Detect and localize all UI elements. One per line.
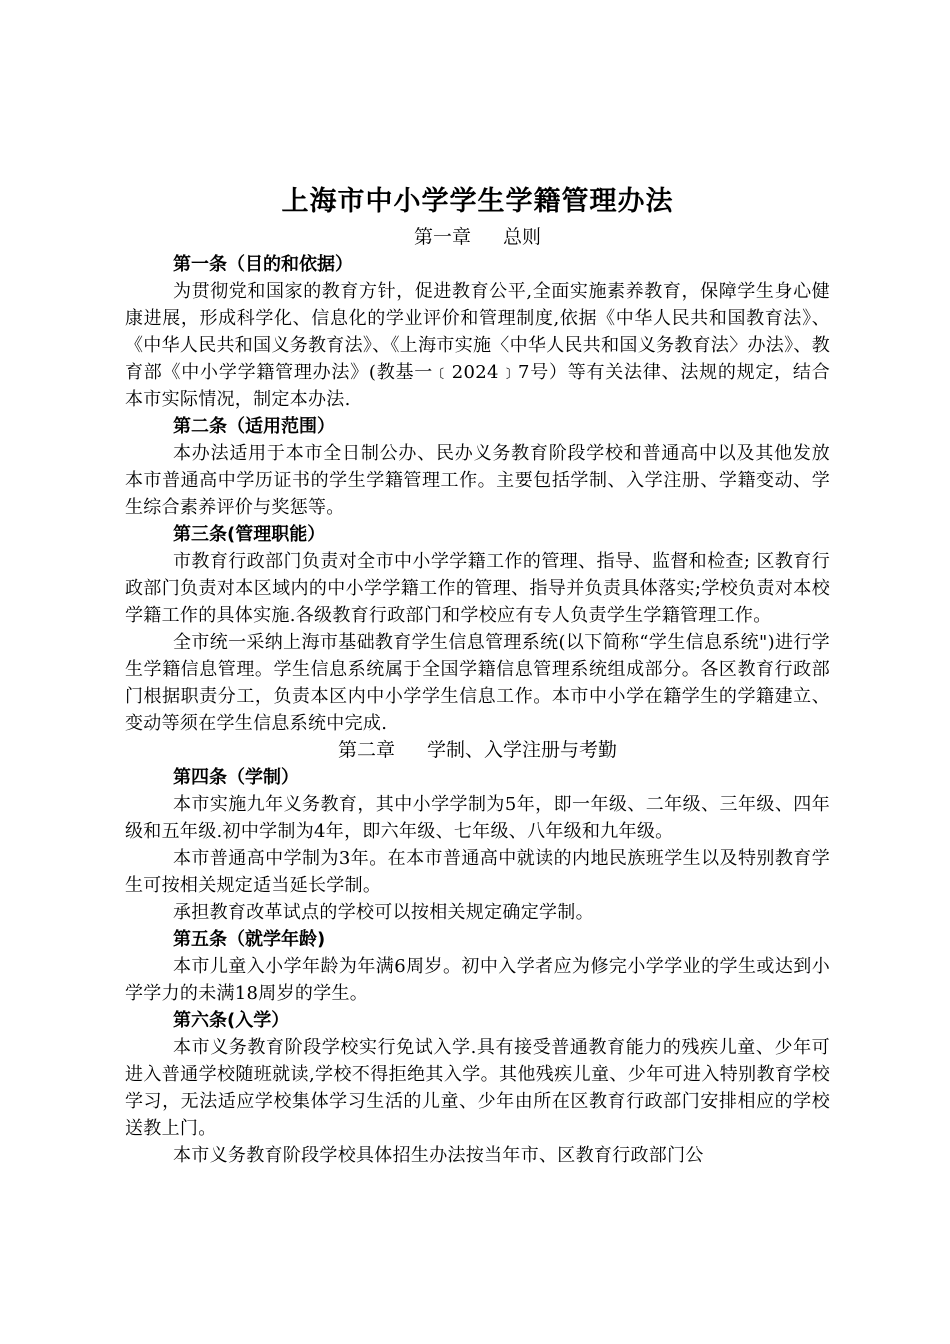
article-6-paragraph-1: 本市义务教育阶段学校实行免试入学.具有接受普通教育能力的残疾儿童、少年可进入普通学校随班就读,学校不得拒绝其入学。其他残疾儿童、少年可进入特别教育学校学习，无法适应学校集体学习生活的儿童、少年由所在区教育行政部门安排相应的学校送教上门。 <box>125 1037 830 1139</box>
article-1-paragraph-1: 为贯彻党和国家的教育方针，促进教育公平,全面实施素养教育，保障学生身心健康进展，形成科学化、信息化的学业评价和管理制度,依据《中华人民共和国教育法》、《中华人民共和国义务教育法》、《上海市实施〈中华人民共和国义务教育法〉办法》、教育部《中小学学籍管理办法》(教基一﹝2024﹞7号）等有关法律、法规的规定，结合本市实际情况，制定本办法. <box>125 281 830 410</box>
chapter-name: 总则 <box>503 226 542 248</box>
article-5-paragraph-1: 本市儿童入小学年龄为年满6周岁。初中入学者应为修完小学学业的学生或达到小学学力的未满18周岁的学生。 <box>125 956 830 1004</box>
article-heading-5: 第五条（就学年龄) <box>173 929 326 950</box>
chapter-heading-2 <box>125 737 830 764</box>
chapter-number: 第一章 <box>413 226 471 248</box>
article-heading-6: 第六条(入学） <box>173 1010 290 1031</box>
article-heading-3: 第三条(管理职能） <box>173 524 326 545</box>
article-2-paragraph-1: 本办法适用于本市全日制公办、民办义务教育阶段学校和普通高中以及其他发放本市普通高中学历证书的学生学籍管理工作。主要包括学制、入学注册、学籍变动、学生综合素养评价与奖惩等。 <box>125 443 830 518</box>
article-4-paragraph-2: 本市普通高中学制为3年。在本市普通高中就读的内地民族班学生以及特别教育学生可按相关规定适当延长学制。 <box>125 848 830 896</box>
article-heading-1: 第一条（目的和依据） <box>173 254 353 275</box>
article-heading-2: 第二条（适用范围） <box>173 416 335 437</box>
chapter-heading-1 <box>125 224 830 251</box>
chapter-number: 第二章 <box>337 739 395 761</box>
chapter-name: 学制、入学注册与考勤 <box>427 739 618 761</box>
article-6-paragraph-2: 本市义务教育阶段学校具体招生办法按当年市、区教育行政部门公 <box>173 1145 704 1166</box>
article-4-paragraph-3: 承担教育改革试点的学校可以按相关规定确定学制。 <box>173 902 594 923</box>
article-3-paragraph-1: 市教育行政部门负责对全市中小学学籍工作的管理、指导、监督和检查; 区教育行政部门负责对本区域内的中小学学籍工作的管理、指导并负责具体落实;学校负责对本校学籍工作的具体实施.各级教育行政部门和学校应有专人负责学生学籍管理工作。 <box>125 551 830 626</box>
article-3-paragraph-2: 全市统一采纳上海市基础教育学生信息管理系统(以下简称“学生信息系统")进行学生学籍信息管理。学生信息系统属于全国学籍信息管理系统组成部分。各区教育行政部门根据职责分工，负责本区内中小学学生信息工作。本市中小学在籍学生的学籍建立、变动等须在学生信息系统中完成. <box>125 632 830 734</box>
article-heading-4: 第四条（学制） <box>173 767 299 788</box>
document-page <box>125 180 830 1169</box>
document-title: 上海市中小学学生学籍管理办法 <box>281 186 674 217</box>
article-4-paragraph-1: 本市实施九年义务教育，其中小学学制为5年，即一年级、二年级、三年级、四年级和五年级.初中学制为4年，即六年级、七年级、八年级和九年级。 <box>125 794 830 842</box>
